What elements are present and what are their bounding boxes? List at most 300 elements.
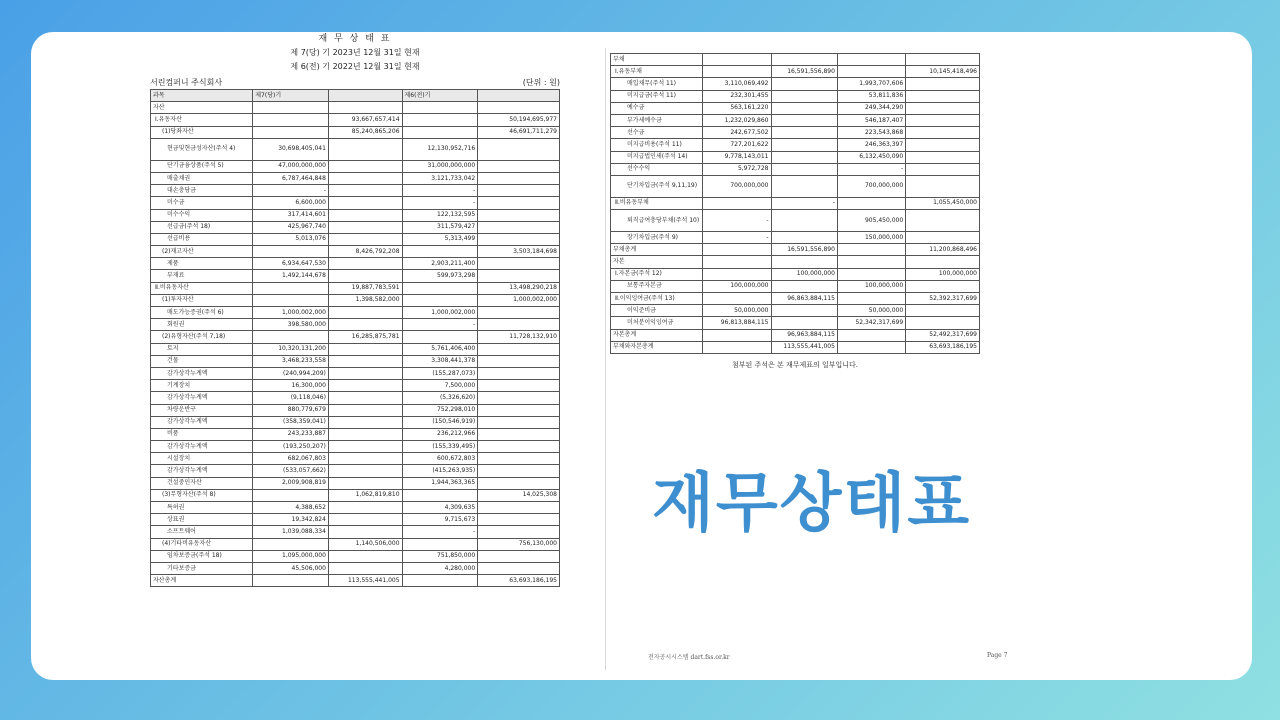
amount-cell xyxy=(478,343,560,355)
amount-cell xyxy=(771,139,837,151)
amount-cell: 223,543,868 xyxy=(837,127,905,139)
amount-cell xyxy=(328,343,402,355)
table-row xyxy=(611,54,980,66)
table-row xyxy=(151,404,560,416)
table-row xyxy=(611,197,980,209)
amount-cell: 5,013,076 xyxy=(253,233,329,245)
amount-cell: 6,787,464,848 xyxy=(253,172,329,184)
amount-cell: 1,000,002,000 xyxy=(253,307,329,319)
account-name-cell: 자산 xyxy=(151,102,253,114)
amount-cell: 600,672,803 xyxy=(402,453,478,465)
amount-cell xyxy=(478,441,560,453)
table-row xyxy=(151,282,560,294)
amount-cell: 10,320,131,200 xyxy=(253,343,329,355)
amount-cell xyxy=(906,256,980,268)
amount-cell: - xyxy=(703,210,771,232)
amount-cell xyxy=(402,331,478,343)
account-name-cell: 미지급법인세(주석 14) xyxy=(611,151,703,163)
amount-cell xyxy=(402,294,478,306)
amount-cell xyxy=(771,256,837,268)
column-header: 과목 xyxy=(151,90,253,102)
account-name-cell: 미수금 xyxy=(151,197,253,209)
amount-cell: 425,967,740 xyxy=(253,221,329,233)
amount-cell xyxy=(328,416,402,428)
amount-cell xyxy=(703,293,771,305)
amount-cell xyxy=(837,268,905,280)
amount-cell xyxy=(478,172,560,184)
amount-cell xyxy=(771,90,837,102)
amount-cell xyxy=(328,465,402,477)
amount-cell: (155,339,495) xyxy=(402,441,478,453)
account-name-cell: (4)기타비유동자산 xyxy=(151,538,253,550)
amount-cell: 1,062,819,810 xyxy=(328,489,402,501)
table-row xyxy=(151,233,560,245)
account-name-cell: 현금및현금성자산(주석 4) xyxy=(151,138,253,160)
amount-cell: 113,555,441,005 xyxy=(328,575,402,587)
amount-cell xyxy=(906,127,980,139)
amount-cell: 243,233,887 xyxy=(253,428,329,440)
account-name-cell: 부채총계 xyxy=(611,244,703,256)
amount-cell: 398,580,000 xyxy=(253,319,329,331)
account-name-cell: 대손충당금 xyxy=(151,185,253,197)
account-name-cell: 자본총계 xyxy=(611,329,703,341)
amount-cell xyxy=(703,268,771,280)
account-name-cell: (1)당좌자산 xyxy=(151,126,253,138)
table-row xyxy=(151,514,560,526)
table-row xyxy=(151,367,560,379)
amount-cell: 700,000,000 xyxy=(703,175,771,197)
company-name: 서린컴퍼니 주식회사 xyxy=(150,78,223,87)
amount-cell xyxy=(328,209,402,221)
table-row xyxy=(151,270,560,282)
table-row xyxy=(151,428,560,440)
amount-cell xyxy=(478,416,560,428)
table-row xyxy=(611,139,980,151)
amount-cell xyxy=(478,526,560,538)
amount-cell: 16,300,000 xyxy=(253,380,329,392)
table-row xyxy=(611,341,980,353)
amount-cell xyxy=(478,404,560,416)
notes-statement: 첨부된 주석은 본 재무제표의 일부입니다. xyxy=(731,360,859,369)
amount-cell xyxy=(478,209,560,221)
amount-cell xyxy=(402,114,478,126)
column-header: 제7(당)기 xyxy=(253,90,329,102)
amount-cell: 2,903,211,400 xyxy=(402,258,478,270)
account-name-cell: 감가상각누계액 xyxy=(151,392,253,404)
amount-cell: 93,667,657,414 xyxy=(328,114,402,126)
amount-cell: 6,934,647,530 xyxy=(253,258,329,270)
amount-cell: 2,009,908,819 xyxy=(253,477,329,489)
table-row xyxy=(611,317,980,329)
amount-cell xyxy=(328,404,402,416)
amount-cell xyxy=(478,258,560,270)
amount-cell xyxy=(253,102,329,114)
account-name-cell: (3)무형자산(주석 8) xyxy=(151,489,253,501)
amount-cell xyxy=(703,197,771,209)
table-row xyxy=(151,453,560,465)
amount-cell: (240,994,209) xyxy=(253,367,329,379)
account-name-cell: 미지급비용(주석 11) xyxy=(611,139,703,151)
amount-cell xyxy=(478,367,560,379)
amount-cell: 8,426,792,208 xyxy=(328,246,402,258)
account-name-cell: 부채와자본총계 xyxy=(611,341,703,353)
amount-cell: 85,240,865,206 xyxy=(328,126,402,138)
amount-cell xyxy=(402,126,478,138)
amount-cell: (533,057,662) xyxy=(253,465,329,477)
amount-cell: 751,850,000 xyxy=(402,550,478,562)
amount-cell: 311,579,427 xyxy=(402,221,478,233)
account-name-cell: 미수수익 xyxy=(151,209,253,221)
amount-cell: 5,972,728 xyxy=(703,163,771,175)
account-name-cell: 자산총계 xyxy=(151,575,253,587)
amount-cell xyxy=(478,550,560,562)
period-current: 제 7(당) 기 2023년 12월 31일 현재 xyxy=(290,48,420,57)
amount-cell: 3,121,733,042 xyxy=(402,172,478,184)
account-name-cell: 매출채권 xyxy=(151,172,253,184)
amount-cell xyxy=(328,185,402,197)
table-row xyxy=(151,160,560,172)
balance-sheet-page-right xyxy=(610,53,980,370)
amount-cell xyxy=(906,280,980,292)
account-name-cell: 미처분이익잉여금 xyxy=(611,317,703,329)
account-name-cell: 선급비용 xyxy=(151,233,253,245)
amount-cell: 4,309,635 xyxy=(402,502,478,514)
amount-cell xyxy=(402,102,478,114)
table-header-row xyxy=(151,90,560,102)
table-row xyxy=(151,355,560,367)
column-header xyxy=(478,90,560,102)
amount-cell xyxy=(402,538,478,550)
table-row xyxy=(151,526,560,538)
account-name-cell: 예수금 xyxy=(611,102,703,114)
page-divider xyxy=(605,48,606,670)
amount-cell xyxy=(906,317,980,329)
amount-cell xyxy=(328,380,402,392)
slide-title: 재무상태표 xyxy=(652,467,972,541)
amount-cell xyxy=(478,428,560,440)
amount-cell: 1,993,707,606 xyxy=(837,78,905,90)
amount-cell: 10,145,418,496 xyxy=(906,66,980,78)
amount-cell: 1,232,029,860 xyxy=(703,114,771,126)
amount-cell xyxy=(253,114,329,126)
table-row xyxy=(151,294,560,306)
account-name-cell: 비품 xyxy=(151,428,253,440)
account-name-cell: 미지급금(주석 11) xyxy=(611,90,703,102)
amount-cell: 122,132,595 xyxy=(402,209,478,221)
amount-cell: 1,095,000,000 xyxy=(253,550,329,562)
account-name-cell: 매입채무(주석 11) xyxy=(611,78,703,90)
table-row xyxy=(151,416,560,428)
amount-cell: 5,761,406,400 xyxy=(402,343,478,355)
account-name-cell: 부가세예수금 xyxy=(611,114,703,126)
amount-cell: - xyxy=(402,319,478,331)
account-name-cell: 시설장치 xyxy=(151,453,253,465)
table-row xyxy=(151,258,560,270)
account-name-cell: 감가상각누계액 xyxy=(151,416,253,428)
amount-cell xyxy=(328,453,402,465)
amount-cell xyxy=(906,90,980,102)
amount-cell xyxy=(703,54,771,66)
amount-cell xyxy=(328,514,402,526)
table-row xyxy=(611,114,980,126)
amount-cell: - xyxy=(771,197,837,209)
amount-cell xyxy=(478,185,560,197)
amount-cell: - xyxy=(402,197,478,209)
amount-cell: 7,500,000 xyxy=(402,380,478,392)
amount-cell: 905,450,000 xyxy=(837,210,905,232)
amount-cell: 52,342,317,699 xyxy=(837,317,905,329)
amount-cell xyxy=(771,163,837,175)
table-row xyxy=(151,502,560,514)
account-name-cell: Ⅰ.유동부채 xyxy=(611,66,703,78)
amount-cell xyxy=(771,78,837,90)
amount-cell xyxy=(478,355,560,367)
amount-cell: 52,492,317,699 xyxy=(906,329,980,341)
amount-cell: 13,498,290,218 xyxy=(478,282,560,294)
table-row xyxy=(151,221,560,233)
amount-cell: 50,000,000 xyxy=(837,305,905,317)
amount-cell xyxy=(771,102,837,114)
amount-cell: 236,212,966 xyxy=(402,428,478,440)
amount-cell xyxy=(328,477,402,489)
table-row xyxy=(611,90,980,102)
amount-cell: (193,250,207) xyxy=(253,441,329,453)
amount-cell xyxy=(906,175,980,197)
column-header xyxy=(328,90,402,102)
amount-cell: 63,693,186,195 xyxy=(906,341,980,353)
table-row xyxy=(611,256,980,268)
amount-cell xyxy=(906,114,980,126)
amount-cell: 16,591,556,890 xyxy=(771,244,837,256)
amount-cell xyxy=(478,392,560,404)
table-row xyxy=(611,163,980,175)
account-name-cell: Ⅱ.비유동부채 xyxy=(611,197,703,209)
amount-cell xyxy=(328,172,402,184)
amount-cell: 12,130,952,716 xyxy=(402,138,478,160)
account-name-cell: 선수수익 xyxy=(611,163,703,175)
liabilities-equity-table xyxy=(610,53,980,354)
amount-cell xyxy=(402,489,478,501)
amount-cell xyxy=(253,489,329,501)
amount-cell: 317,414,601 xyxy=(253,209,329,221)
amount-cell: 100,000,000 xyxy=(771,268,837,280)
amount-cell xyxy=(906,78,980,90)
amount-cell: 100,000,000 xyxy=(703,280,771,292)
amount-cell xyxy=(771,127,837,139)
amount-cell xyxy=(328,367,402,379)
amount-cell xyxy=(253,246,329,258)
amount-cell: 1,039,088,334 xyxy=(253,526,329,538)
table-row xyxy=(611,244,980,256)
amount-cell: 700,000,000 xyxy=(837,175,905,197)
table-row xyxy=(151,331,560,343)
amount-cell xyxy=(771,280,837,292)
amount-cell: 563,161,220 xyxy=(703,102,771,114)
account-name-cell: 제품 xyxy=(151,258,253,270)
amount-cell: 9,778,143,011 xyxy=(703,151,771,163)
amount-cell xyxy=(906,305,980,317)
account-name-cell: 건물 xyxy=(151,355,253,367)
amount-cell xyxy=(837,54,905,66)
amount-cell xyxy=(771,54,837,66)
amount-cell xyxy=(837,66,905,78)
account-name-cell: 상표권 xyxy=(151,514,253,526)
amount-cell xyxy=(328,307,402,319)
amount-cell: - xyxy=(253,185,329,197)
amount-cell xyxy=(328,221,402,233)
amount-cell xyxy=(906,54,980,66)
table-row xyxy=(151,538,560,550)
table-row xyxy=(611,305,980,317)
balance-sheet-page-left xyxy=(150,32,560,587)
amount-cell xyxy=(328,550,402,562)
amount-cell: 3,110,069,492 xyxy=(703,78,771,90)
amount-cell xyxy=(253,331,329,343)
account-name-cell: 단기차입금(주석 9,11,19) xyxy=(611,175,703,197)
amount-cell xyxy=(328,160,402,172)
table-row xyxy=(611,280,980,292)
amount-cell: 45,506,000 xyxy=(253,562,329,574)
account-name-cell: 부재료 xyxy=(151,270,253,282)
amount-cell xyxy=(771,151,837,163)
amount-cell: (150,546,919) xyxy=(402,416,478,428)
amount-cell xyxy=(328,102,402,114)
amount-cell xyxy=(703,66,771,78)
account-name-cell: 차량운반구 xyxy=(151,404,253,416)
footer-page-number: Page 7 xyxy=(987,652,1008,659)
amount-cell xyxy=(253,126,329,138)
amount-cell xyxy=(906,210,980,232)
amount-cell: 100,000,000 xyxy=(906,268,980,280)
amount-cell: 599,973,298 xyxy=(402,270,478,282)
account-name-cell: Ⅰ.자본금(주석 12) xyxy=(611,268,703,280)
amount-cell: 96,963,884,115 xyxy=(771,329,837,341)
amount-cell: 6,600,000 xyxy=(253,197,329,209)
amount-cell: 50,000,000 xyxy=(703,305,771,317)
account-name-cell: Ⅱ.이익잉여금(주석 13) xyxy=(611,293,703,305)
table-row xyxy=(151,319,560,331)
amount-cell xyxy=(837,329,905,341)
amount-cell: 19,342,824 xyxy=(253,514,329,526)
amount-cell: 14,025,308 xyxy=(478,489,560,501)
amount-cell xyxy=(328,258,402,270)
table-row xyxy=(151,489,560,501)
account-name-cell: (1)투자자산 xyxy=(151,294,253,306)
amount-cell: 96,813,884,115 xyxy=(703,317,771,329)
amount-cell: 1,140,506,000 xyxy=(328,538,402,550)
company-header xyxy=(150,77,560,89)
amount-cell xyxy=(478,514,560,526)
amount-cell xyxy=(478,270,560,282)
amount-cell xyxy=(328,319,402,331)
table-row xyxy=(151,575,560,587)
table-row xyxy=(611,329,980,341)
account-name-cell: Ⅰ.유동자산 xyxy=(151,114,253,126)
amount-cell: 1,000,002,000 xyxy=(478,294,560,306)
document-title: 재 무 상 태 표 xyxy=(318,34,392,44)
account-name-cell: (2)유형자산(주석 7,18) xyxy=(151,331,253,343)
amount-cell xyxy=(906,151,980,163)
amount-cell: (155,287,073) xyxy=(402,367,478,379)
amount-cell: 546,187,407 xyxy=(837,114,905,126)
account-name-cell: 건설중인자산 xyxy=(151,477,253,489)
amount-cell: (9,118,046) xyxy=(253,392,329,404)
amount-cell xyxy=(478,307,560,319)
amount-cell: 3,503,184,698 xyxy=(478,246,560,258)
amount-cell xyxy=(478,319,560,331)
amount-cell xyxy=(402,282,478,294)
account-name-cell: 소프트웨어 xyxy=(151,526,253,538)
amount-cell xyxy=(253,538,329,550)
unit-label: (단위 : 원) xyxy=(522,78,560,87)
account-name-cell: 특허권 xyxy=(151,502,253,514)
account-name-cell: 토지 xyxy=(151,343,253,355)
amount-cell: 150,000,000 xyxy=(837,232,905,244)
account-name-cell: Ⅱ.비유동자산 xyxy=(151,282,253,294)
amount-cell: (358,359,041) xyxy=(253,416,329,428)
amount-cell xyxy=(478,562,560,574)
table-row xyxy=(151,197,560,209)
account-name-cell: 자본 xyxy=(611,256,703,268)
amount-cell: 1,398,582,000 xyxy=(328,294,402,306)
amount-cell xyxy=(837,341,905,353)
account-name-cell: 회원권 xyxy=(151,319,253,331)
amount-cell: 5,313,499 xyxy=(402,233,478,245)
amount-cell: 63,693,186,195 xyxy=(478,575,560,587)
amount-cell: 1,944,363,365 xyxy=(402,477,478,489)
amount-cell xyxy=(703,329,771,341)
amount-cell xyxy=(478,233,560,245)
amount-cell: 31,000,000,000 xyxy=(402,160,478,172)
amount-cell: 96,863,884,115 xyxy=(771,293,837,305)
amount-cell xyxy=(478,197,560,209)
account-name-cell: 감가상각누계액 xyxy=(151,441,253,453)
amount-cell xyxy=(478,138,560,160)
amount-cell xyxy=(703,341,771,353)
table-row xyxy=(611,293,980,305)
amount-cell: 232,301,455 xyxy=(703,90,771,102)
amount-cell: 242,677,502 xyxy=(703,127,771,139)
amount-cell: 4,388,652 xyxy=(253,502,329,514)
amount-cell: - xyxy=(703,232,771,244)
amount-cell: 113,555,441,005 xyxy=(771,341,837,353)
account-name-cell: 부채 xyxy=(611,54,703,66)
table-row xyxy=(151,392,560,404)
amount-cell: 246,363,397 xyxy=(837,139,905,151)
amount-cell xyxy=(402,575,478,587)
account-name-cell: 기계장치 xyxy=(151,380,253,392)
table-row xyxy=(151,441,560,453)
amount-cell: 100,000,000 xyxy=(837,280,905,292)
table-row xyxy=(151,185,560,197)
account-name-cell: 선급금(주석 18) xyxy=(151,221,253,233)
amount-cell xyxy=(771,317,837,329)
table-row xyxy=(151,114,560,126)
table-row xyxy=(611,127,980,139)
amount-cell xyxy=(478,465,560,477)
amount-cell: (415,263,935) xyxy=(402,465,478,477)
amount-cell xyxy=(253,575,329,587)
amount-cell: 249,344,290 xyxy=(837,102,905,114)
amount-cell xyxy=(837,256,905,268)
account-name-cell: 이익준비금 xyxy=(611,305,703,317)
table-row xyxy=(151,343,560,355)
amount-cell: - xyxy=(402,185,478,197)
amount-cell: 6,132,450,090 xyxy=(837,151,905,163)
amount-cell: 52,392,317,699 xyxy=(906,293,980,305)
amount-cell xyxy=(478,380,560,392)
amount-cell: 53,811,836 xyxy=(837,90,905,102)
